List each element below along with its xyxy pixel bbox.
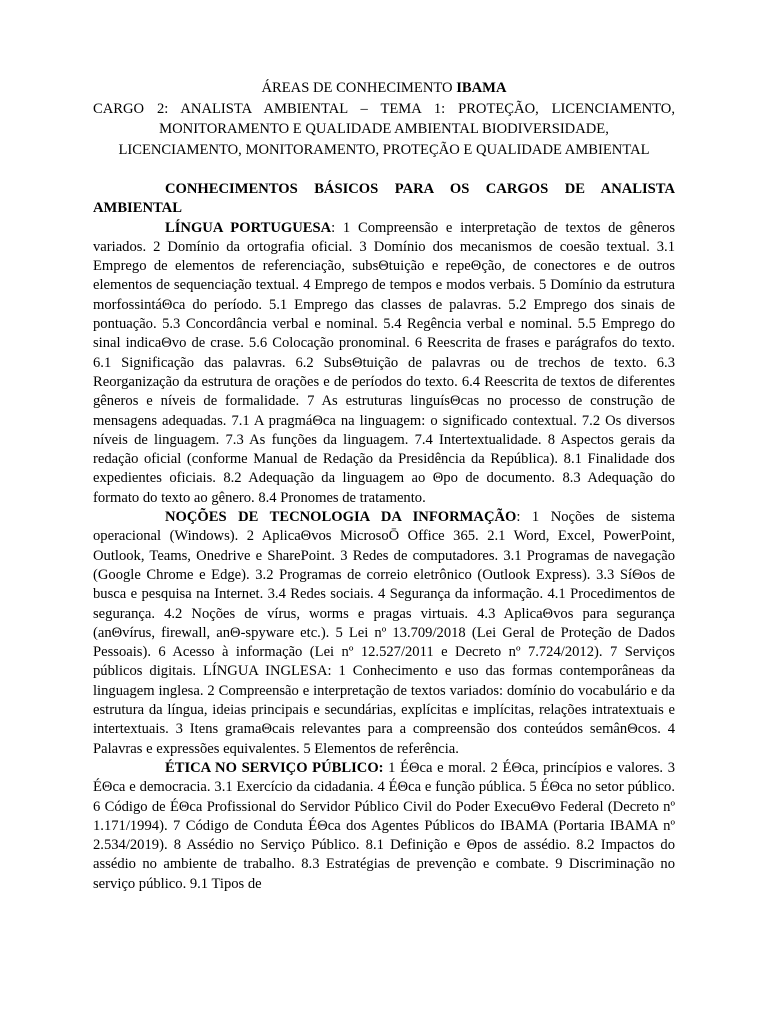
etica-label: ÉTICA NO SERVIÇO PÚBLICO: (165, 759, 384, 776)
cargo-line-1: CARGO 2: ANALISTA AMBIENTAL – TEMA 1: PROTEÇÃO, LICENCIAMENTO, (93, 100, 675, 117)
section-heading (93, 180, 675, 219)
document-header (93, 78, 675, 160)
document-title (93, 78, 675, 99)
title-bold: IBAMA (456, 80, 507, 96)
nocoes-ti-text: : 1 Noções de sistema operacional (Windows). 2 AplicaΘvos MicrosoŌ Office 365. 2.1 Word, Excel, PowerPoint, Outlook, Teams, Onedrive e SharePoint. 3 Redes de computadores. 3.1 Programas de navegação (Google Chrome e Edge). 3.2 Programas de correio eletrônico (Outlook Express). 3.3 SíΘos de busca e pesquisa na Internet. 3.4 Redes sociais. 4 Segurança da informação. 4.1 Procedimentos de segurança. 4.2 Noções de vírus, worms e pragas virtuais. 4.3 AplicaΘvos para segurança (anΘvírus, firewall, anΘ-spyware etc.). 5 Lei nº 13.709/2018 (Lei Geral de Proteção de Dados Pessoais). 6 Acesso à informação (Lei nº 12.527/2011 e Decreto nº 7.724/2012). 7 Serviços públicos digitais. LÍNGUA INGLESA: 1 Conhecimento e uso das formas contemporâneas da linguagem inglesa. 2 Compreensão e interpretação de textos variados: domínio do vocabulário e da estrutura da língua, ideias principais e secundárias, explícitas e implícitas, relações intratextuais e intertextuais. 3 Itens gramaΘcais relevantes para a compreensão dos conteúdos semânΘcos. 4 Palavras e expressões equivalentes. 5 Elementos de referência. (93, 509, 675, 757)
paragraph-nocoes-ti (93, 508, 675, 759)
nocoes-ti-label: NOÇÕES DE TECNOLOGIA DA INFORMAÇÃO (165, 509, 517, 526)
lingua-portuguesa-text: : 1 Compreensão e interpretação de textos de gêneros variados. 2 Domínio da ortografia oficial. 3 Domínio dos mecanismos de coesão textual. 3.1 Emprego de elementos de referenciação, subsΘtuição e repeΘção, de conectores e de outros elementos de sequenciação textual. 4 Emprego de tempos e modos verbais. 5 Domínio da estrutura morfossintáΘca do período. 5.1 Emprego das classes de palavras. 5.2 Emprego dos sinais de pontuação. 5.3 Concordância verbal e nominal. 5.4 Regência verbal e nominal. 5.5 Emprego do sinal indicaΘvo de crase. 5.6 Colocação pronominal. 6 Reescrita de frases e parágrafos do texto. 6.1 Significação das palavras. 6.2 SubsΘtuição de palavras ou de trechos de texto. 6.3 Reorganização da estrutura de orações e de períodos do texto. 6.4 Reescrita de textos de diferentes gêneros e níveis de formalidade. 7 As estruturas linguísΘcas no processo de construção de mensagens adequadas. 7.1 A pragmáΘca na linguagem: o significado contextual. 7.2 Os diversos níveis de linguagem. 7.3 As funções da linguagem. 7.4 Intertextualidade. 8 Aspectos gerais da redação oficial (conforme Manual de Redação da Presidência da República). 8.1 Finalidade dos expedientes oficiais. 8.2 Adequação da linguagem ao Θpo de documento. 8.3 Adequação do formato do texto ao gênero. 8.4 Pronomes de tratamento. (93, 219, 675, 506)
paragraph-lingua-portuguesa (93, 219, 675, 508)
title-prefix: ÁREAS DE CONHECIMENTO (261, 80, 457, 96)
lingua-portuguesa-label: LÍNGUA PORTUGUESA (165, 219, 332, 236)
etica-text: 1 ÉΘca e moral. 2 ÉΘca, princípios e valores. 3 ÉΘca e democracia. 3.1 Exercício da cidadania. 4 ÉΘca e função pública. 5 ÉΘca no setor público. 6 Código de ÉΘca Profissional do Servidor Público Civil do Poder ExecuΘvo Federal (Decreto nº 1.171/1994). 7 Código de Conduta ÉΘca dos Agentes Públicos do IBAMA (Portaria IBAMA nº 2.534/2019). 8 Assédio no Serviço Público. 8.1 Definição e Θpos de assédio. 8.2 Impactos do assédio no ambiente de trabalho. 8.3 Estratégias de prevenção e combate. 9 Discriminação no serviço público. 9.1 Tipos de (93, 759, 675, 892)
document-body (93, 180, 675, 894)
section-heading-text: CONHECIMENTOS BÁSICOS PARA OS CARGOS DE ANALISTA AMBIENTAL (93, 181, 675, 217)
cargo-line-2: MONITORAMENTO E QUALIDADE AMBIENTAL BIODIVERSIDADE, (159, 121, 609, 137)
paragraph-etica (93, 759, 675, 894)
cargo-line-3: LICENCIAMENTO, MONITORAMENTO, PROTEÇÃO E QUALIDADE AMBIENTAL (118, 141, 650, 158)
